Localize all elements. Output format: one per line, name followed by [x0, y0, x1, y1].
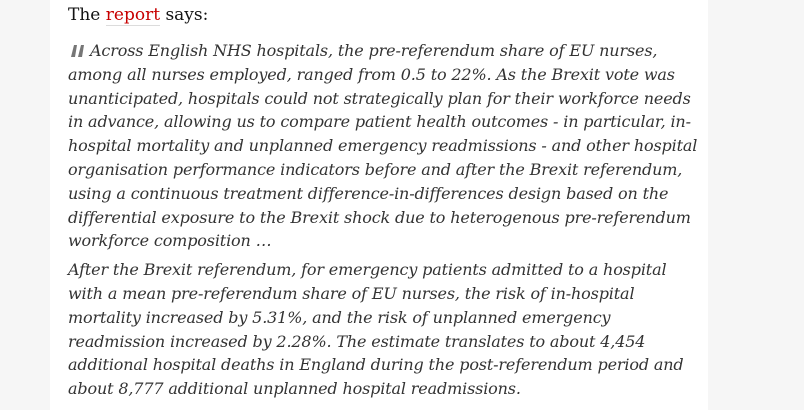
intro-suffix: says: — [165, 5, 209, 25]
quote-paragraph-1-text: Across English NHS hospitals, the pre-referendum share of EU nurses, among all nurses employed, ranged from 0.5 to 22%. As the Brexit vote was unanticipated, hospitals could not strategically plan for their workforce needs in advance, allowing us to compare patient health outcomes - in particular, in-hospital mortality and unplanned emergency readmissions - and other hospital organisation performance indicators before and after the Brexit referendum, using a continuous treatment difference-in-differences design based on the differential exposure to the Brexit shock due to heterogenous pre-referendum workforce composition … — [68, 41, 698, 251]
quote-paragraph-2: After the Brexit referendum, for emergency patients admitted to a hospital with a mean pre-referendum share of EU nurses, the risk of in-hospital mortality increased by 5.31%, and the risk of unplanned emergency readmission increased by 2.28%. The estimate translates to about 4,454 additional hospital deaths in England during the post-referendum period and about 8,777 additional unplanned hospital readmissions. — [68, 260, 684, 399]
report-blockquote — [68, 39, 698, 406]
quote-paragraph-1 — [68, 39, 698, 253]
intro-sentence — [68, 4, 208, 26]
quote-marks-icon — [68, 45, 86, 57]
report-link[interactable]: report — [105, 5, 161, 25]
page-margin — [708, 0, 804, 410]
intro-prefix: The — [68, 5, 101, 25]
article-body — [50, 0, 708, 410]
